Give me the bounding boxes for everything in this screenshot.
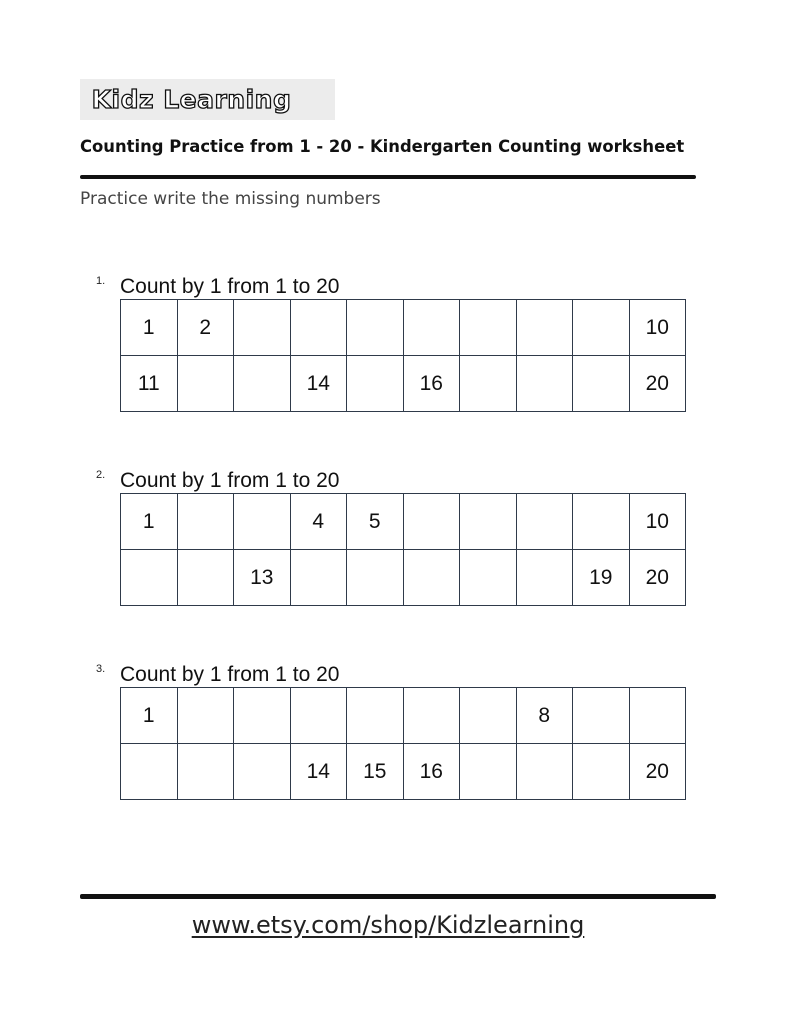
given-number-cell: 20 bbox=[629, 356, 686, 412]
blank-number-cell[interactable] bbox=[177, 356, 234, 412]
given-number-cell: 1 bbox=[121, 688, 178, 744]
blank-number-cell[interactable] bbox=[177, 494, 234, 550]
blank-number-cell[interactable] bbox=[290, 550, 347, 606]
blank-number-cell[interactable] bbox=[403, 300, 460, 356]
exercise-number: 1. bbox=[96, 275, 106, 287]
blank-number-cell[interactable] bbox=[234, 356, 291, 412]
blank-number-cell[interactable] bbox=[403, 550, 460, 606]
exercise-number: 2. bbox=[96, 469, 106, 481]
given-number-cell: 8 bbox=[516, 688, 573, 744]
blank-number-cell[interactable] bbox=[629, 688, 686, 744]
shop-link[interactable]: www.etsy.com/shop/Kidzlearning bbox=[191, 911, 585, 939]
given-number-cell: 19 bbox=[573, 550, 630, 606]
blank-number-cell[interactable] bbox=[177, 688, 234, 744]
blank-number-cell[interactable] bbox=[234, 744, 291, 800]
blank-number-cell[interactable] bbox=[573, 356, 630, 412]
blank-number-cell[interactable] bbox=[516, 356, 573, 412]
blank-number-cell[interactable] bbox=[460, 550, 517, 606]
worksheet-instructions: Practice write the missing numbers bbox=[80, 189, 381, 209]
blank-number-cell[interactable] bbox=[290, 688, 347, 744]
blank-number-cell[interactable] bbox=[573, 494, 630, 550]
blank-number-cell[interactable] bbox=[573, 300, 630, 356]
grid-row bbox=[121, 744, 686, 800]
blank-number-cell[interactable] bbox=[347, 300, 404, 356]
given-number-cell: 1 bbox=[121, 494, 178, 550]
blank-number-cell[interactable] bbox=[573, 744, 630, 800]
blank-number-cell[interactable] bbox=[177, 550, 234, 606]
blank-number-cell[interactable] bbox=[460, 356, 517, 412]
given-number-cell: 16 bbox=[403, 744, 460, 800]
top-divider bbox=[80, 175, 696, 179]
exercise-heading: Count by 1 from 1 to 20 bbox=[120, 469, 340, 492]
blank-number-cell[interactable] bbox=[516, 744, 573, 800]
given-number-cell: 13 bbox=[234, 550, 291, 606]
bottom-divider bbox=[80, 894, 716, 899]
blank-number-cell[interactable] bbox=[290, 300, 347, 356]
given-number-cell: 2 bbox=[177, 300, 234, 356]
blank-number-cell[interactable] bbox=[460, 744, 517, 800]
number-grid bbox=[120, 493, 686, 606]
exercise-heading: Count by 1 from 1 to 20 bbox=[120, 275, 340, 298]
given-number-cell: 20 bbox=[629, 744, 686, 800]
brand-banner bbox=[80, 79, 335, 120]
given-number-cell: 20 bbox=[629, 550, 686, 606]
given-number-cell: 10 bbox=[629, 494, 686, 550]
blank-number-cell[interactable] bbox=[234, 494, 291, 550]
exercise-heading: Count by 1 from 1 to 20 bbox=[120, 663, 340, 686]
blank-number-cell[interactable] bbox=[234, 300, 291, 356]
grid-row bbox=[121, 494, 686, 550]
given-number-cell: 16 bbox=[403, 356, 460, 412]
blank-number-cell[interactable] bbox=[177, 744, 234, 800]
given-number-cell: 1 bbox=[121, 300, 178, 356]
blank-number-cell[interactable] bbox=[121, 550, 178, 606]
grid-row bbox=[121, 356, 686, 412]
grid-row bbox=[121, 688, 686, 744]
blank-number-cell[interactable] bbox=[403, 494, 460, 550]
given-number-cell: 10 bbox=[629, 300, 686, 356]
exercise-number: 3. bbox=[96, 663, 106, 675]
blank-number-cell[interactable] bbox=[460, 494, 517, 550]
given-number-cell: 15 bbox=[347, 744, 404, 800]
given-number-cell: 5 bbox=[347, 494, 404, 550]
grid-row bbox=[121, 550, 686, 606]
given-number-cell: 14 bbox=[290, 356, 347, 412]
blank-number-cell[interactable] bbox=[460, 688, 517, 744]
worksheet-title: Counting Practice from 1 - 20 - Kindergarten Counting worksheet bbox=[80, 137, 685, 156]
number-grid bbox=[120, 687, 686, 800]
given-number-cell: 14 bbox=[290, 744, 347, 800]
blank-number-cell[interactable] bbox=[460, 300, 517, 356]
brand-logo-text: Kidz Learning bbox=[91, 85, 292, 114]
blank-number-cell[interactable] bbox=[403, 688, 460, 744]
blank-number-cell[interactable] bbox=[234, 688, 291, 744]
blank-number-cell[interactable] bbox=[121, 744, 178, 800]
blank-number-cell[interactable] bbox=[516, 550, 573, 606]
blank-number-cell[interactable] bbox=[573, 688, 630, 744]
given-number-cell: 4 bbox=[290, 494, 347, 550]
blank-number-cell[interactable] bbox=[347, 356, 404, 412]
blank-number-cell[interactable] bbox=[347, 688, 404, 744]
number-grid bbox=[120, 299, 686, 412]
blank-number-cell[interactable] bbox=[516, 494, 573, 550]
given-number-cell: 11 bbox=[121, 356, 178, 412]
blank-number-cell[interactable] bbox=[516, 300, 573, 356]
blank-number-cell[interactable] bbox=[347, 550, 404, 606]
grid-row bbox=[121, 300, 686, 356]
